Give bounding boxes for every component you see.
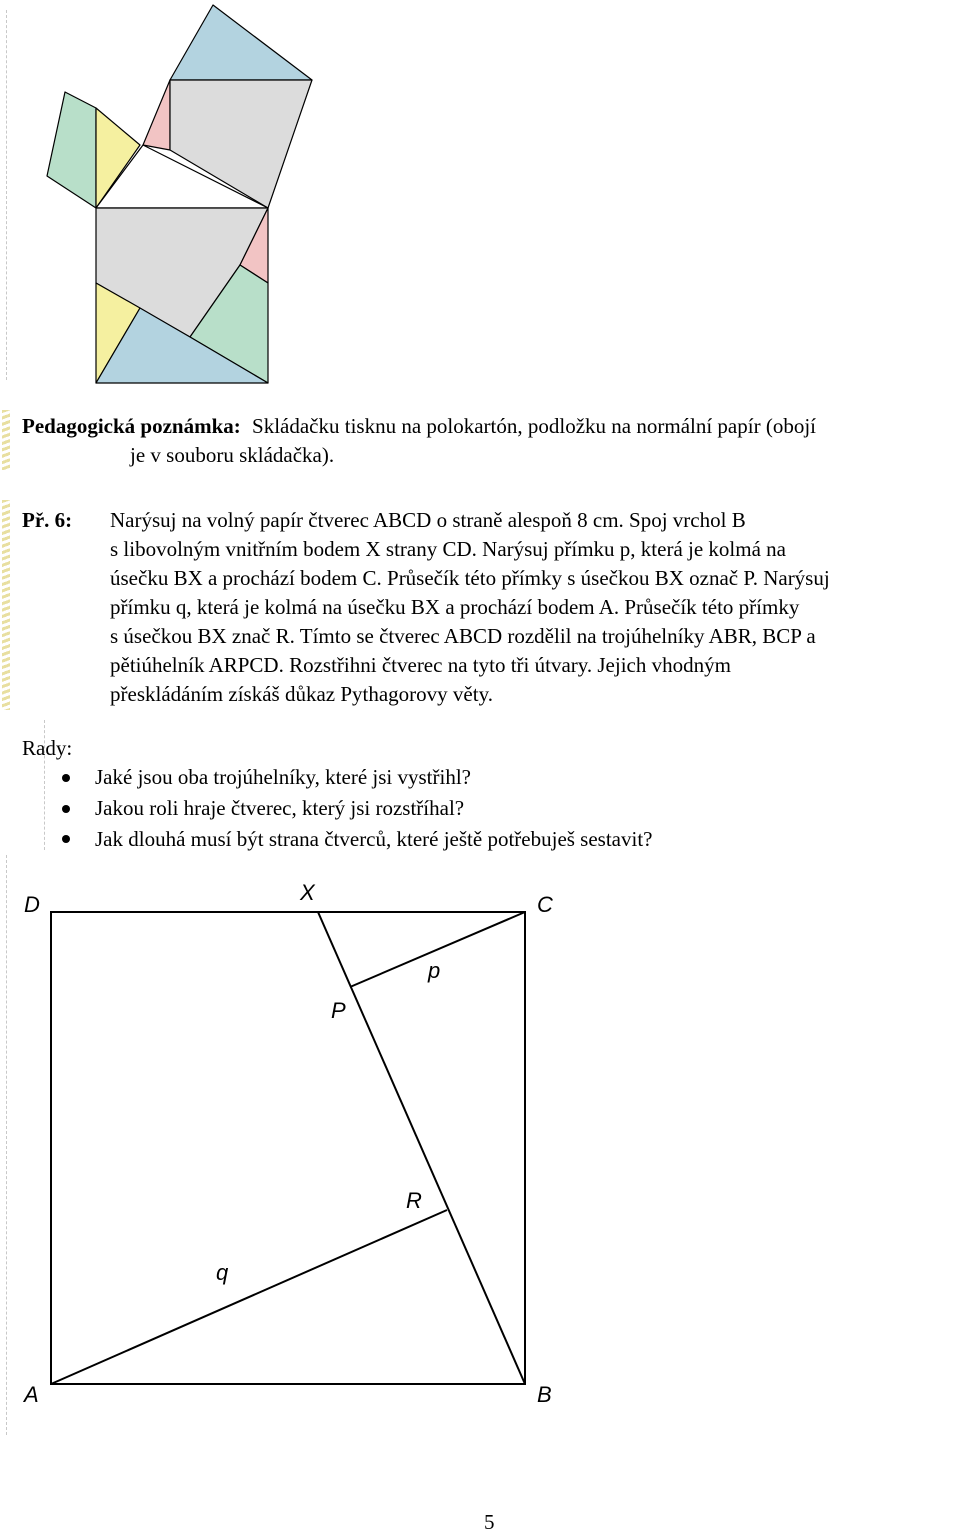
hints-label: Rady: <box>22 736 73 760</box>
pythagoras-puzzle-figure <box>0 0 320 390</box>
note-line-2: je v souboru skládačka). <box>130 443 335 467</box>
label-q: q <box>216 1260 229 1285</box>
label-r: R <box>406 1188 422 1213</box>
label-x: X <box>300 880 315 905</box>
exercise-line: úsečku BX a prochází bodem C. Průsečík této přímky s úsečkou BX označ P. Narýsuj <box>110 566 830 590</box>
square-abcd <box>51 912 525 1384</box>
segment-bx <box>318 912 525 1384</box>
bullet-icon <box>62 805 70 813</box>
exercise-line: Narýsuj na volný papír čtverec ABCD o straně alespoň 8 cm. Spoj vrchol B <box>110 508 746 532</box>
label-a: A <box>24 1382 39 1407</box>
exercise-label: Př. 6: <box>22 508 73 532</box>
bullet-icon <box>62 774 70 782</box>
line-q <box>51 1210 447 1384</box>
margin-highlight-exercise <box>2 500 10 710</box>
label-p-point: P <box>331 998 346 1023</box>
label-d: D <box>24 892 40 917</box>
exercise-line: pětiúhelník ARPCD. Rozstřihni čtverec na tyto tři útvary. Jejich vhodným <box>110 653 731 677</box>
pedagogical-note <box>22 412 952 470</box>
hints-list <box>95 763 653 856</box>
label-b: B <box>537 1382 552 1407</box>
label-p-line: p <box>428 958 441 983</box>
exercise-line: s úsečkou BX znač R. Tímto se čtverec ABCD rozdělil na trojúhelníky ABR, BCP a <box>110 624 816 648</box>
note-line-1: Skládačku tisknu na polokartón, podložku na normální papír (obojí <box>252 414 816 438</box>
square-construction-figure <box>0 870 600 1430</box>
exercise-line: přímku q, která je kolmá na úsečku BX a prochází bodem A. Průsečík této přímky <box>110 595 800 619</box>
exercise-line: s libovolným vnitřním bodem X strany CD. Narýsuj přímku p, která je kolmá na <box>110 537 786 561</box>
exercise-line: přeskládáním získáš důkaz Pythagorovy věty. <box>110 682 493 706</box>
page-number: 5 <box>484 1510 495 1534</box>
label-c: C <box>537 892 553 917</box>
hint-item: Jakou roli hraje čtverec, který jsi rozstříhal? <box>95 796 465 820</box>
hint-item: Jak dlouhá musí být strana čtverců, které ještě potřebuješ sestavit? <box>95 827 653 851</box>
hint-item: Jaké jsou oba trojúhelníky, které jsi vystřihl? <box>95 765 471 789</box>
puzzle-green-left <box>47 92 96 208</box>
margin-highlight-note <box>2 410 10 470</box>
puzzle-blue-top <box>170 5 312 80</box>
note-heading: Pedagogická poznámka: <box>22 414 241 438</box>
bullet-icon <box>62 835 70 843</box>
puzzle-pink-top <box>143 80 170 150</box>
exercise-text <box>110 506 960 709</box>
